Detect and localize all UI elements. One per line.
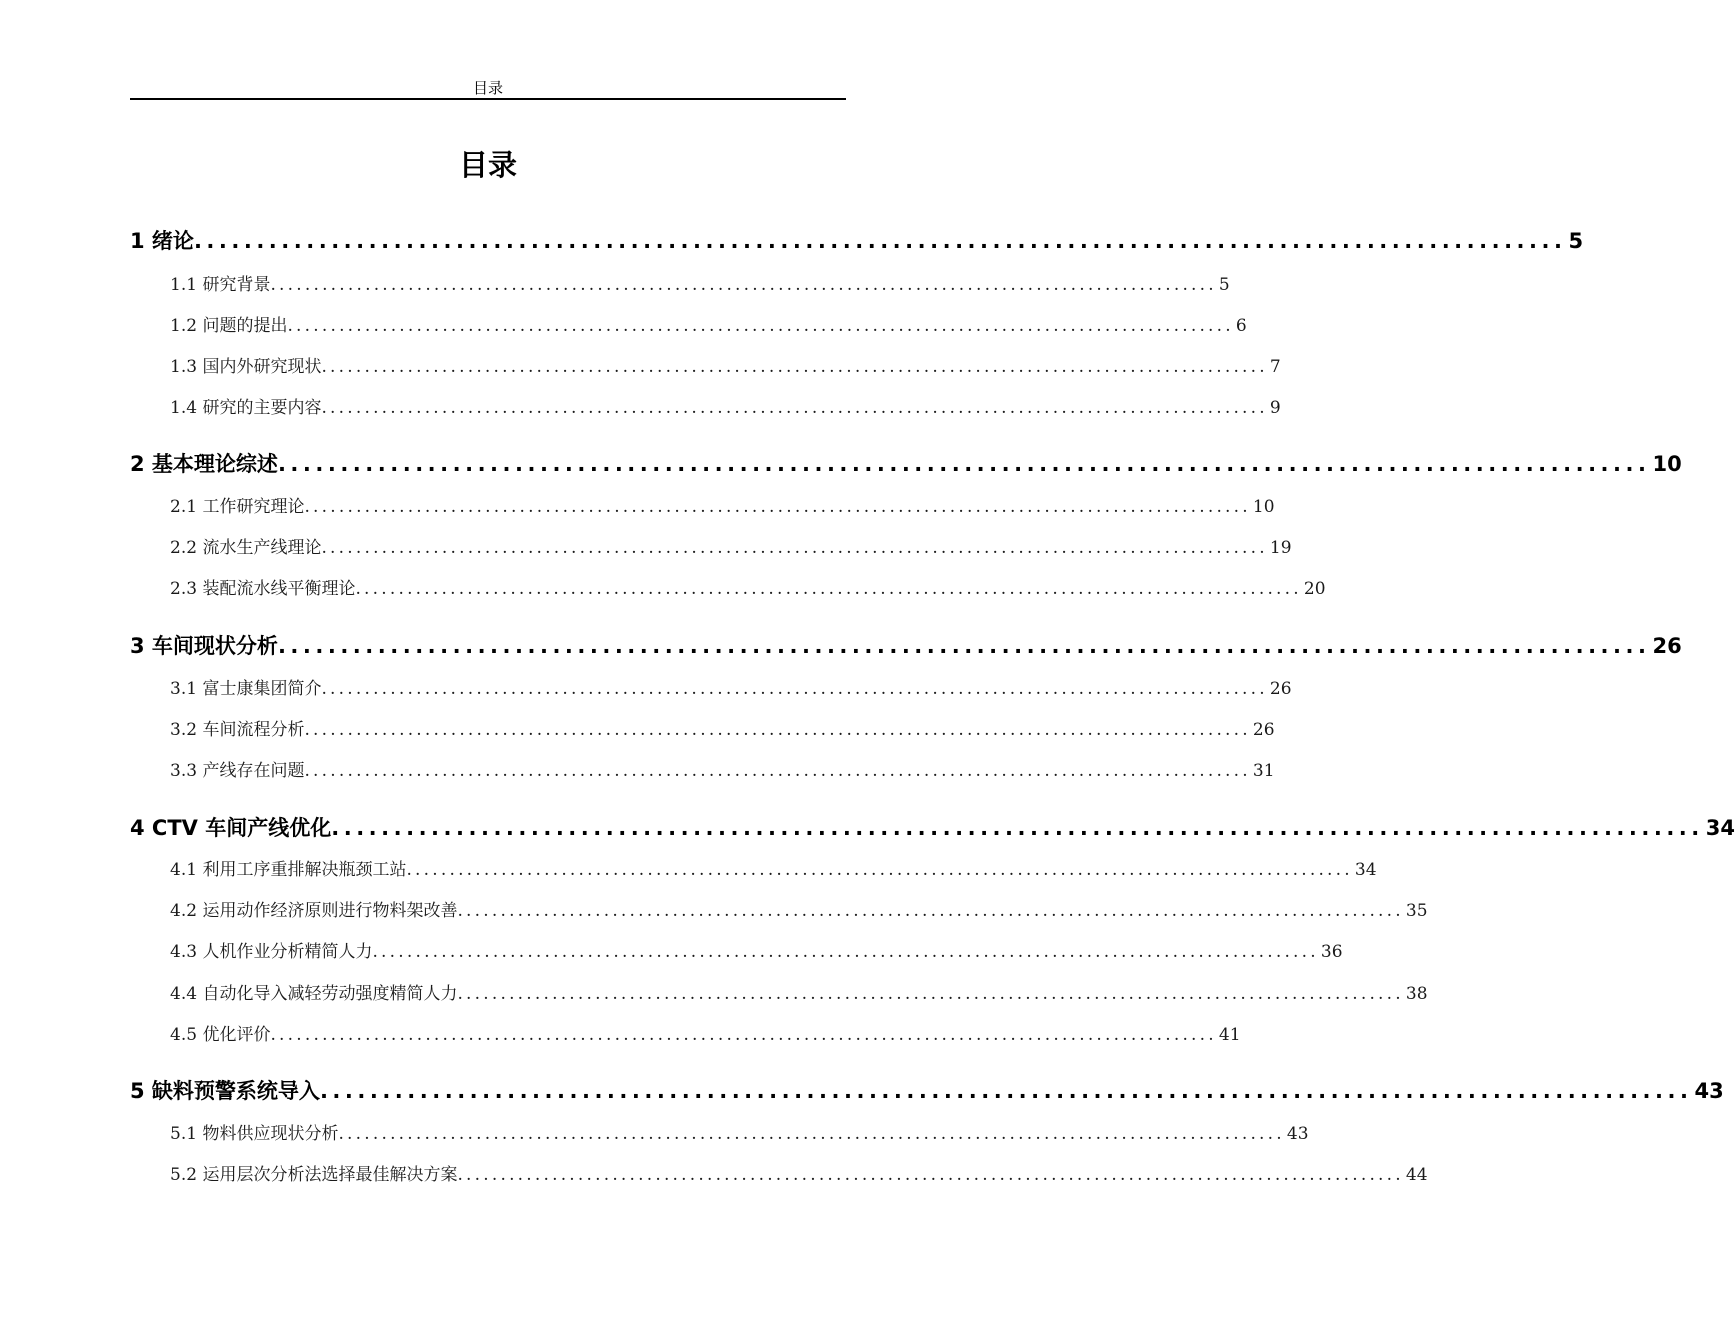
running-header: 目录: [472, 79, 503, 97]
toc-page-number: 19: [1269, 538, 1292, 558]
toc-leader-dots: ..............................................................................................................: [338, 1124, 1285, 1144]
toc-entry-label: 4 CTV 车间产线优化: [130, 816, 332, 840]
toc-entry-section[interactable]: [170, 395, 1281, 421]
toc-entry-label: 3.3 产线存在问题: [170, 761, 305, 781]
toc-leader-dots: ..............................................................................................................: [287, 316, 1234, 336]
toc-leader-dots: ..............................................................................................................: [331, 816, 1704, 840]
toc-entry-section[interactable]: [170, 313, 1247, 339]
toc-leader-dots: ..............................................................................................................: [277, 634, 1651, 658]
toc-entry-chapter[interactable]: [130, 226, 1584, 256]
toc-entry-label: 5 缺料预警系统导入: [130, 1079, 320, 1103]
toc-entry-chapter[interactable]: [130, 813, 1735, 843]
toc-entry-section[interactable]: [170, 354, 1281, 380]
toc-leader-dots: ..............................................................................................................: [321, 679, 1268, 699]
toc-page-number: 36: [1320, 942, 1343, 962]
toc-entry-label: 3.1 富士康集团简介: [170, 679, 322, 699]
toc-entry-label: 3.2 车间流程分析: [170, 720, 305, 740]
toc-page-number: 38: [1405, 984, 1428, 1004]
toc-leader-dots: ..............................................................................................................: [321, 538, 1268, 558]
toc-page-number: 26: [1269, 679, 1292, 699]
toc-leader-dots: ..............................................................................................................: [457, 1165, 1404, 1185]
toc-entry-label: 4.2 运用动作经济原则进行物料架改善: [170, 901, 458, 921]
toc-entry-section[interactable]: [170, 939, 1343, 965]
toc-entry-label: 4.5 优化评价: [170, 1025, 271, 1045]
toc-leader-dots: ..............................................................................................................: [270, 1025, 1217, 1045]
toc-entry-section[interactable]: [170, 857, 1377, 883]
toc-entry-section[interactable]: [170, 717, 1275, 743]
toc-leader-dots: ..............................................................................................................: [304, 761, 1251, 781]
toc-entry-section[interactable]: [170, 535, 1292, 561]
toc-page-number: 9: [1269, 398, 1281, 418]
toc-leader-dots: ..............................................................................................................: [457, 901, 1404, 921]
toc-entry-section[interactable]: [170, 272, 1230, 298]
toc-page-number: 6: [1235, 316, 1247, 336]
toc-entry-label: 4.3 人机作业分析精简人力: [170, 942, 373, 962]
toc-page-number: 5: [1218, 275, 1230, 295]
toc-entry-label: 5.2 运用层次分析法选择最佳解决方案: [170, 1165, 458, 1185]
toc-entry-label: 5.1 物料供应现状分析: [170, 1124, 339, 1144]
toc-page-number: 20: [1303, 579, 1326, 599]
toc-entry-label: 1.1 研究背景: [170, 275, 271, 295]
toc-leader-dots: ..............................................................................................................: [304, 497, 1251, 517]
toc-page-number: 7: [1269, 357, 1281, 377]
toc-entry-section[interactable]: [170, 981, 1428, 1007]
toc-leader-dots: ..............................................................................................................: [406, 860, 1353, 880]
toc-entry-chapter[interactable]: [130, 449, 1682, 479]
toc-entry-label: 4.4 自动化导入减轻劳动强度精简人力: [170, 984, 458, 1004]
toc-entry-section[interactable]: [170, 494, 1275, 520]
toc-page-number: 26: [1652, 634, 1682, 658]
toc-page-number: 34: [1354, 860, 1377, 880]
toc-page-number: 43: [1286, 1124, 1309, 1144]
toc-entry-section[interactable]: [170, 676, 1292, 702]
toc-leader-dots: ..............................................................................................................: [355, 579, 1302, 599]
header-rule: [130, 98, 846, 100]
toc-entry-section[interactable]: [170, 1121, 1309, 1147]
toc-leader-dots: ..............................................................................................................: [319, 1079, 1693, 1103]
toc-entry-label: 1.2 问题的提出: [170, 316, 288, 336]
toc-page-number: 43: [1694, 1079, 1724, 1103]
toc-entry-label: 1.4 研究的主要内容: [170, 398, 322, 418]
toc-page-number: 41: [1218, 1025, 1241, 1045]
toc-entry-section[interactable]: [170, 1162, 1428, 1188]
toc-page-number: 34: [1705, 816, 1735, 840]
toc-page-number: 10: [1252, 497, 1275, 517]
toc-entry-label: 2.3 装配流水线平衡理论: [170, 579, 356, 599]
toc-entry-label: 1.3 国内外研究现状: [170, 357, 322, 377]
toc-entry-chapter[interactable]: [130, 631, 1682, 661]
toc-leader-dots: ..............................................................................................................: [457, 984, 1404, 1004]
page-title: 目录: [458, 148, 517, 182]
toc-entry-label: 2 基本理论综述: [130, 452, 278, 476]
toc-entry-label: 2.2 流水生产线理论: [170, 538, 322, 558]
toc-page-number: 26: [1252, 720, 1275, 740]
toc-page-number: 31: [1252, 761, 1275, 781]
toc-entry-label: 3 车间现状分析: [130, 634, 278, 658]
toc-leader-dots: ..............................................................................................................: [321, 357, 1268, 377]
toc-entry-section[interactable]: [170, 758, 1275, 784]
toc-entry-section[interactable]: [170, 1022, 1241, 1048]
toc-leader-dots: ..............................................................................................................: [193, 229, 1567, 253]
toc-entry-section[interactable]: [170, 576, 1326, 602]
toc-page-number: 10: [1652, 452, 1682, 476]
toc-page-number: 35: [1405, 901, 1428, 921]
toc-entry-label: 1 绪论: [130, 229, 194, 253]
toc-page-number: 5: [1568, 229, 1584, 253]
toc-leader-dots: ..............................................................................................................: [372, 942, 1319, 962]
toc-leader-dots: ..............................................................................................................: [277, 452, 1651, 476]
toc-leader-dots: ..............................................................................................................: [321, 398, 1268, 418]
toc-leader-dots: ..............................................................................................................: [304, 720, 1251, 740]
toc-page-number: 44: [1405, 1165, 1428, 1185]
toc-entry-label: 4.1 利用工序重排解决瓶颈工站: [170, 860, 407, 880]
toc-entry-chapter[interactable]: [130, 1076, 1724, 1106]
toc-entry-label: 2.1 工作研究理论: [170, 497, 305, 517]
toc-leader-dots: ..............................................................................................................: [270, 275, 1217, 295]
toc-entry-section[interactable]: [170, 898, 1428, 924]
